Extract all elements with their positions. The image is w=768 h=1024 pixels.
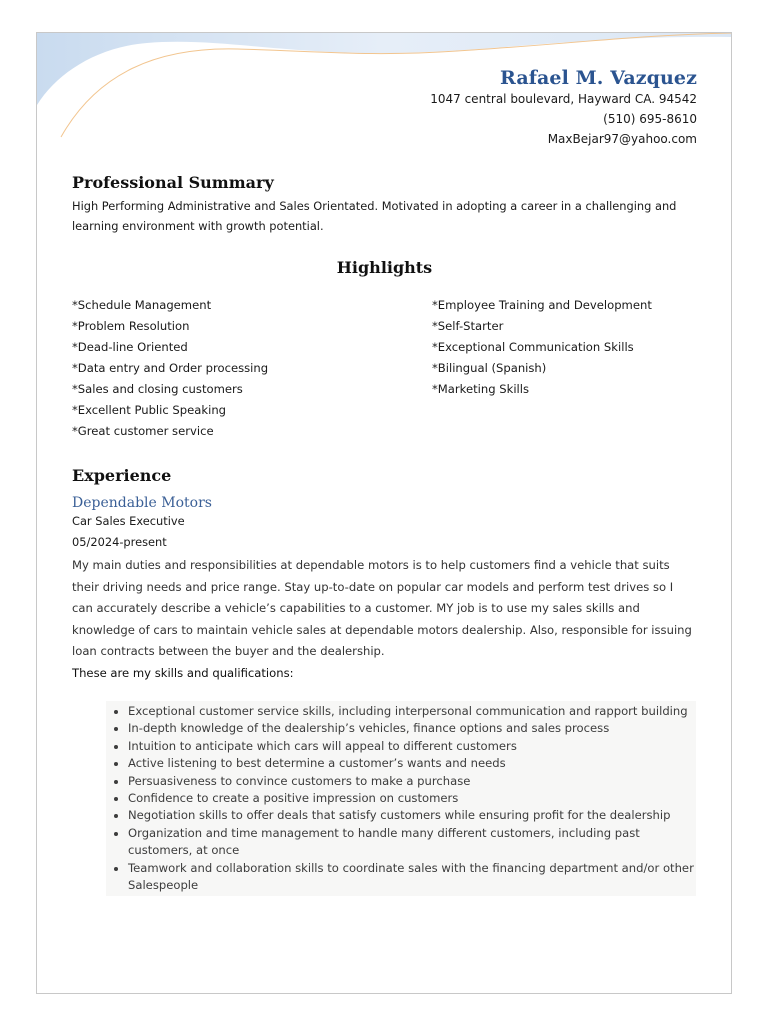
highlight-item: *Marketing Skills [432, 382, 530, 396]
highlights-grid [72, 295, 697, 442]
highlights-right-column [432, 295, 692, 442]
highlight-item: *Employee Training and Development [432, 298, 652, 312]
company-name: Dependable Motors [72, 495, 212, 511]
highlights-heading: Highlights [336, 258, 433, 277]
skill-item: • Persuasiveness to convince customers to make a purchase [128, 773, 696, 790]
skills-intro: These are my skills and qualifications: [72, 665, 294, 680]
job-dates: 05/2024-present [72, 535, 167, 549]
skill-item: • Teamwork and collaboration skills to coordinate sales with the financing department and/or other Salespeople [128, 860, 696, 895]
address: 1047 central boulevard, Hayward CA. 94542 [430, 92, 697, 106]
job-title: Car Sales Executive [72, 514, 185, 528]
summary-heading: Professional Summary [72, 173, 274, 192]
highlight-item: *Bilingual (Spanish) [432, 361, 547, 375]
skill-item: • Organization and time management to handle many different customers, including past customers, at once [128, 825, 696, 860]
skill-item: • Intuition to anticipate which cars will appeal to different customers [128, 738, 696, 755]
skills-list [106, 703, 696, 894]
highlight-item: *Problem Resolution [72, 319, 190, 333]
resume-page [36, 32, 732, 994]
skills-list-box [106, 701, 696, 896]
contact-header [430, 67, 697, 149]
highlight-item: *Sales and closing customers [72, 382, 243, 396]
summary-text: High Performing Administrative and Sales Orientated. Motivated in adopting a career in a challenging and learning environment with growth potential. [72, 199, 677, 233]
highlights-left-column [72, 295, 432, 442]
skill-item: • Exceptional customer service skills, including interpersonal communication and rapport building [128, 703, 696, 720]
job-description: My main duties and responsibilities at dependable motors is to help customers find a vehicle that suits their driving needs and price range. Stay up-to-date on popular car models and perform test drives so I can accurately describe a vehicle’s capabilities to a customer. MY job is to use my sales skills and knowledge of cars to maintain vehicle sales at dependable motors dealership. Also, responsible for issuing loan contracts between the buyer and the dealership. [72, 558, 692, 659]
highlight-item: *Excellent Public Speaking [72, 403, 227, 417]
candidate-name: Rafael M. Vazquez [500, 67, 697, 89]
skill-item: • Negotiation skills to offer deals that satisfy customers while ensuring profit for the dealership [128, 807, 696, 824]
skill-item: • Confidence to create a positive impression on customers [128, 790, 696, 807]
highlight-item: *Dead-line Oriented [72, 340, 188, 354]
phone: (510) 695-8610 [603, 112, 697, 126]
skill-item: • Active listening to best determine a customer’s wants and needs [128, 755, 696, 772]
highlight-item: *Exceptional Communication Skills [432, 340, 634, 354]
highlight-item: *Great customer service [72, 424, 214, 438]
highlight-item: *Self-Starter [432, 319, 504, 333]
experience-heading: Experience [72, 466, 172, 485]
highlight-item: *Schedule Management [72, 298, 212, 312]
highlight-item: *Data entry and Order processing [72, 361, 269, 375]
skill-item: • In-depth knowledge of the dealership’s vehicles, finance options and sales process [128, 720, 696, 737]
email: MaxBejar97@yahoo.com [547, 132, 697, 146]
resume-content [72, 173, 697, 896]
